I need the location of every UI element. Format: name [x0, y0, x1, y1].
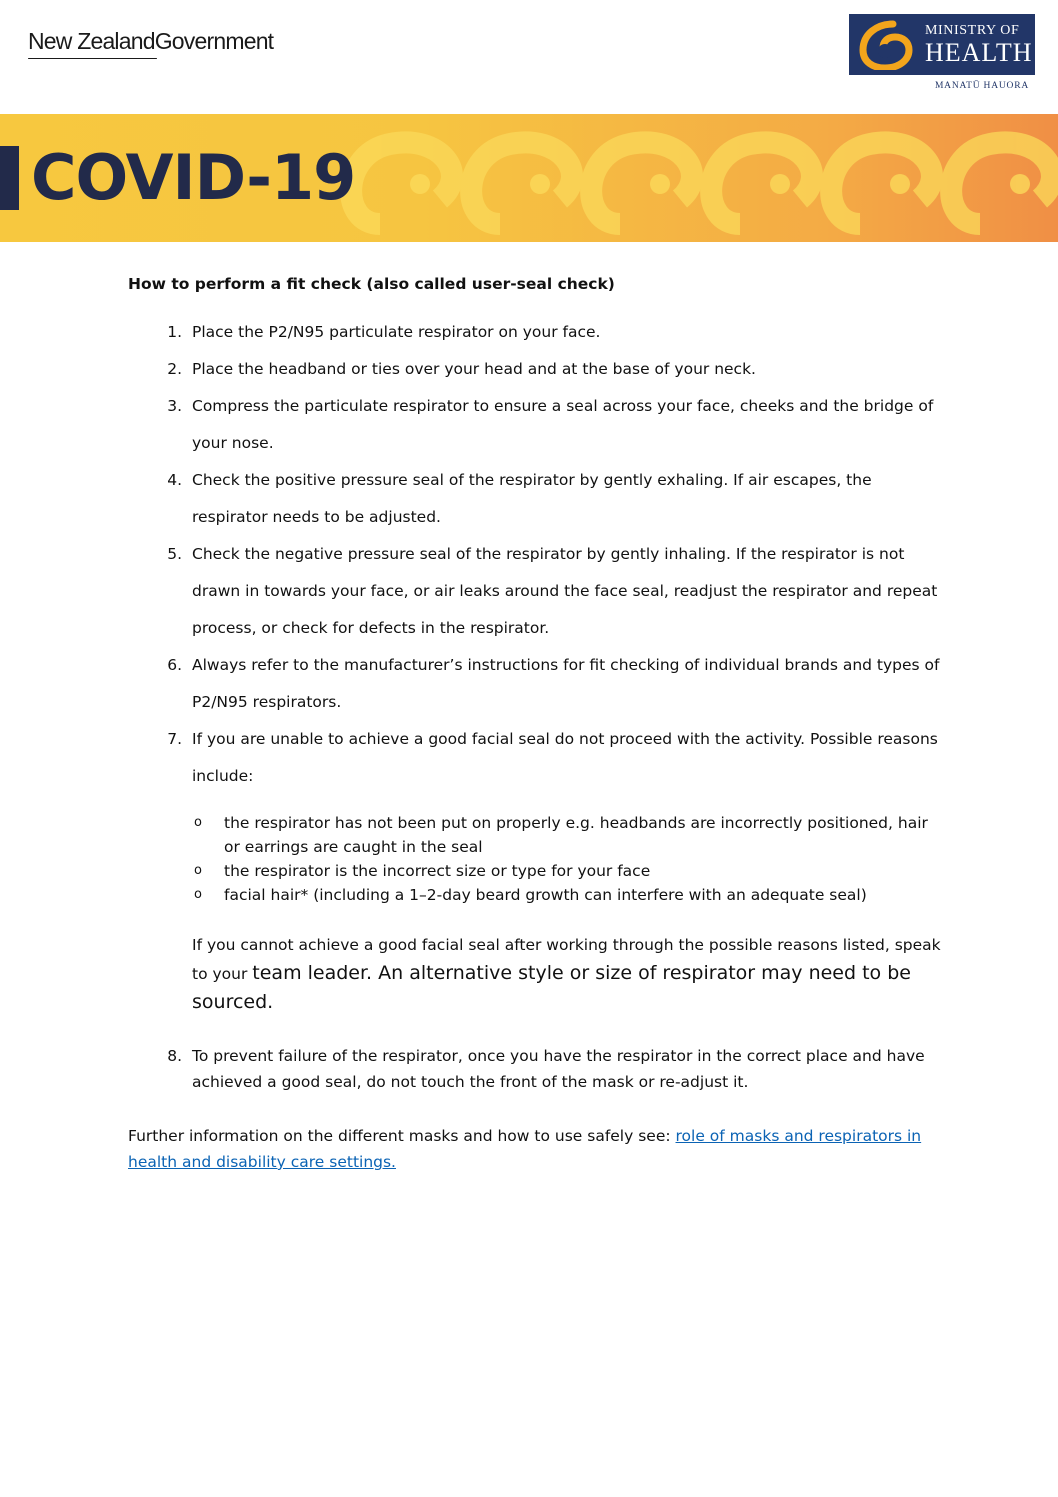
reason-text: the respirator has not been put on properly e.g. headbands are incorrectly positioned, hair or earrings are caught in the seal	[224, 814, 928, 856]
list-item	[128, 462, 948, 536]
step-number: 2.	[167, 360, 182, 378]
list-item	[128, 721, 948, 1017]
seal-advice-note	[192, 931, 948, 1017]
step-text: To prevent failure of the respirator, once you have the respirator in the correct place and have achieved a good seal, do not touch the front of the mask or re-adjust it.	[192, 1047, 925, 1091]
document-body	[128, 270, 948, 1191]
bullet-icon: o	[194, 887, 202, 902]
list-item	[128, 351, 948, 388]
nz-government-logo	[28, 28, 273, 55]
list-item	[128, 388, 948, 462]
koru-icon	[855, 20, 917, 70]
nz-government-logo-part2: Government	[154, 28, 274, 54]
list-item	[128, 1043, 948, 1095]
ministry-logo-line2: HEALTH	[925, 38, 1033, 67]
step-text: If you are unable to achieve a good facial seal do not proceed with the activity. Possible reasons include:	[192, 730, 938, 785]
reason-item	[192, 859, 948, 883]
reason-text: facial hair* (including a 1–2-day beard growth can interfere with an adequate seal)	[224, 886, 867, 904]
ministry-logo-box	[849, 14, 1035, 75]
seal-advice-part1: If you cannot achieve a good facial seal after working through the possible reasons listed, speak to your	[192, 936, 941, 983]
further-information	[128, 1123, 948, 1175]
covid-banner	[0, 114, 1058, 242]
list-item	[128, 314, 948, 351]
banner-title: COVID-19	[31, 141, 356, 214]
reason-text: the respirator is the incorrect size or type for your face	[224, 862, 651, 880]
ministry-logo-subline: MANATŪ HAUORA	[934, 81, 1029, 91]
masks-guidance-link[interactable]: role of masks and respirators in health and disability care settings.	[128, 1127, 922, 1171]
step-text: Always refer to the manufacturer’s instructions for fit checking of individual brands and types of P2/N95 respirators.	[192, 656, 940, 711]
step-number: 5.	[167, 545, 182, 563]
ministry-logo-line1: MINISTRY OF	[925, 23, 1020, 38]
step-number: 4.	[167, 471, 182, 489]
step-number: 1.	[167, 323, 182, 341]
bullet-icon: o	[194, 863, 202, 878]
list-item	[128, 647, 948, 721]
step-number: 8.	[167, 1047, 182, 1065]
banner-accent-bar	[0, 146, 19, 210]
step-number: 7.	[167, 730, 182, 748]
step-number: 6.	[167, 656, 182, 674]
seal-advice-part2: team leader. An alternative style or size of respirator may need to be sourced.	[192, 962, 911, 1013]
reason-item	[192, 883, 948, 907]
further-information-text: Further information on the different masks and how to use safely see:	[128, 1127, 676, 1145]
list-item	[128, 536, 948, 647]
step-number: 3.	[167, 397, 182, 415]
step-text: Compress the particulate respirator to ensure a seal across your face, cheeks and the bridge of your nose.	[192, 397, 934, 452]
bullet-icon: o	[194, 815, 202, 830]
step-text: Check the negative pressure seal of the respirator by gently inhaling. If the respirator is not drawn in towards your face, or air leaks around the face seal, readjust the respirator and repeat process, or check for defects in the respirator.	[192, 545, 938, 637]
section-heading: How to perform a fit check (also called user-seal check)	[128, 275, 615, 293]
step-text: Check the positive pressure seal of the respirator by gently exhaling. If air escapes, the respirator needs to be adjusted.	[192, 471, 872, 526]
fit-check-steps	[128, 314, 948, 1095]
step-text: Place the P2/N95 particulate respirator on your face.	[192, 323, 601, 341]
nz-government-logo-part1: New Zealand	[28, 28, 155, 54]
reason-item	[192, 811, 948, 859]
ministry-of-health-logo	[849, 14, 1035, 91]
possible-reasons-list	[192, 811, 948, 907]
step-text: Place the headband or ties over your head and at the base of your neck.	[192, 360, 756, 378]
